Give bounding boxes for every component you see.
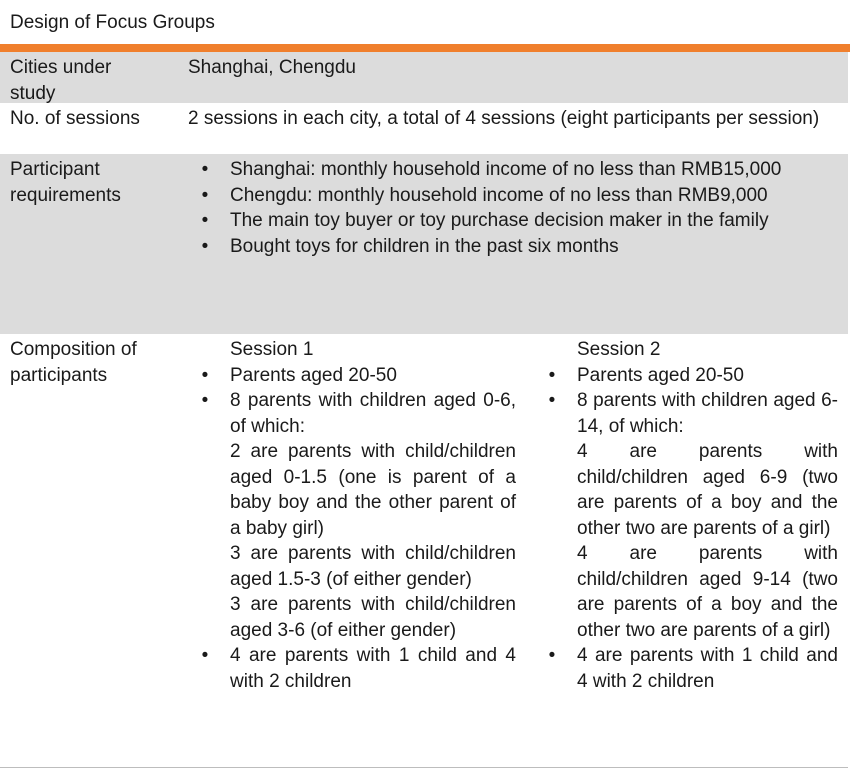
bullet-icon: • bbox=[201, 645, 209, 666]
row-composition bbox=[0, 334, 848, 767]
list-item: • Chengdu: monthly household income of no less than RMB9,000 bbox=[188, 183, 838, 209]
row-label-requirements: Participant requirements bbox=[10, 159, 121, 206]
session-1-column bbox=[188, 337, 516, 694]
session-2-heading: Session 2 bbox=[577, 339, 661, 360]
bullet-icon: • bbox=[201, 364, 209, 386]
requirements-list bbox=[188, 157, 838, 259]
requirements-list-wrap bbox=[188, 157, 838, 259]
row-value-sessions: 2 sessions in each city, a total of 4 sessions (eight participants per session) bbox=[188, 108, 820, 129]
sub-item: 2 are parents with child/children aged 0-1.5 (one is parent of a baby boy and the other parent of a baby girl) bbox=[230, 441, 516, 539]
bullet-icon: • bbox=[201, 184, 209, 206]
sub-item: 3 are parents with child/children aged 3-6 (of either gender) bbox=[230, 594, 516, 641]
list-item: • Shanghai: monthly household income of no less than RMB15,000 bbox=[188, 157, 838, 183]
row-sessions bbox=[0, 103, 848, 154]
list-item: • 4 are parents with 1 child and 4 with 2 children bbox=[188, 643, 516, 694]
session-1-list bbox=[188, 363, 516, 695]
sub-item: 3 are parents with child/children aged 1.5-3 (of either gender) bbox=[230, 543, 516, 590]
bullet-icon: • bbox=[548, 390, 556, 411]
page-title: Design of Focus Groups bbox=[10, 12, 215, 33]
list-item: • 8 parents with children aged 6-14, of which: 4 are parents with child/children aged 6-9 (two are parents of a boy and the other two are parents of a girl) 4 are parents with child/children aged 9-14 (two are parents of a boy and the other two are parents of a girl) bbox=[535, 388, 838, 643]
row-requirements bbox=[0, 154, 848, 334]
row-cities bbox=[0, 52, 848, 103]
bullet-icon: • bbox=[201, 390, 209, 411]
list-item: • Parents aged 20-50 bbox=[535, 363, 838, 389]
list-item: • Bought toys for children in the past six months bbox=[188, 234, 838, 260]
accent-bar bbox=[0, 44, 850, 52]
row-label-composition: Composition of participants bbox=[10, 339, 137, 386]
row-value-cities: Shanghai, Chengdu bbox=[188, 57, 356, 78]
list-item: • 8 parents with children aged 0-6, of which: 2 are parents with child/children aged 0-1.5 (one is parent of a baby boy and the other parent of a baby girl) 3 are parents with child/children aged 1.5-3 (of either gender) 3 are parents with child/children aged 3-6 (of either gender) bbox=[188, 388, 516, 643]
bullet-icon: • bbox=[201, 210, 209, 231]
list-item: • The main toy buyer or toy purchase decision maker in the family bbox=[188, 208, 838, 234]
list-item: • 4 are parents with 1 child and 4 with 2 children bbox=[535, 643, 838, 694]
row-label-sessions: No. of sessions bbox=[10, 108, 140, 129]
session-2-list bbox=[535, 363, 838, 695]
table-bottom-border bbox=[0, 767, 848, 768]
row-label-cities: Cities under study bbox=[10, 57, 112, 104]
session-1-heading: Session 1 bbox=[230, 339, 314, 360]
bullet-icon: • bbox=[548, 364, 556, 386]
sub-item: 4 are parents with child/children aged 6-9 (two are parents of a boy and the other two are parents of a girl) bbox=[577, 441, 838, 539]
bullet-icon: • bbox=[201, 159, 209, 180]
list-item: • Parents aged 20-50 bbox=[188, 363, 516, 389]
session-2-column bbox=[535, 337, 838, 694]
sub-item: 4 are parents with child/children aged 9-14 (two are parents of a boy and the other two are parents of a girl) bbox=[577, 543, 838, 641]
bullet-icon: • bbox=[201, 235, 209, 257]
bullet-icon: • bbox=[548, 645, 556, 666]
